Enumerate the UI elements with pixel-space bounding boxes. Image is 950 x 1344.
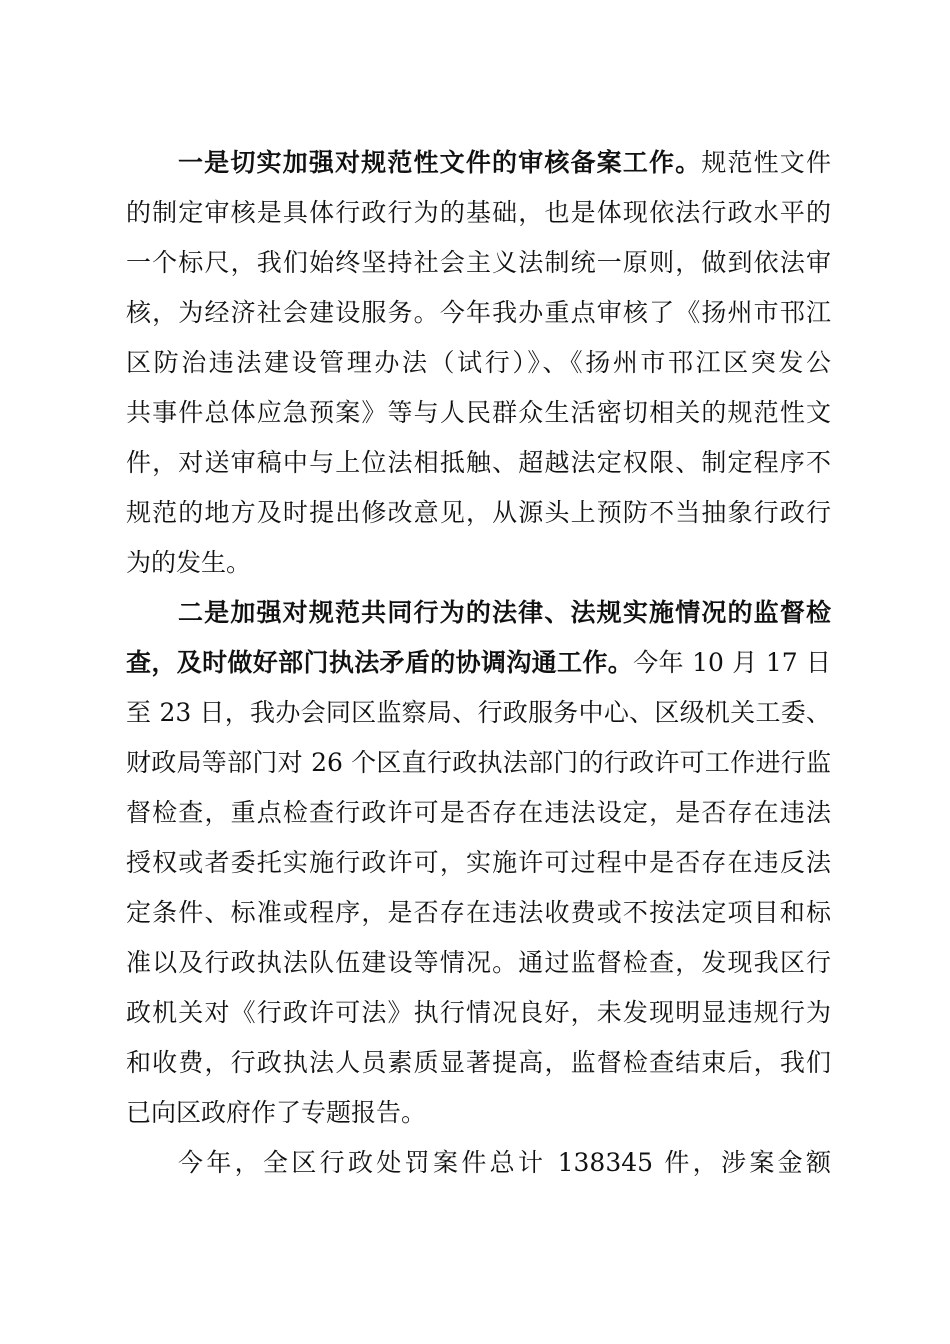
paragraph-2-line-9: 政机关对《行政许可法》执行情况良好，未发现明显违规行为 xyxy=(126,998,831,1027)
paragraph-2-line-8: 准以及行政执法队伍建设等情况。通过监督检查，发现我区行 xyxy=(126,948,831,977)
paragraph-2-line-2 xyxy=(126,643,831,683)
paragraph-1-line-3: 一个标尺，我们始终坚持社会主义法制统一原则，做到依法审 xyxy=(126,248,831,277)
paragraph-1-line-9: 为的发生。 xyxy=(126,548,252,577)
paragraph-3-line-1: 今年，全区行政处罚案件总计 138345 件，涉案金额 xyxy=(178,1148,831,1177)
paragraph-2-heading: 查，及时做好部门执法矛盾的协调沟通工作。 xyxy=(126,648,634,677)
paragraph-1-line-4: 核，为经济社会建设服务。今年我办重点审核了《扬州市邗江 xyxy=(126,298,831,327)
paragraph-1-line-8: 规范的地方及时提出修改意见，从源头上预防不当抽象行政行 xyxy=(126,498,831,527)
paragraph-2-line-4: 财政局等部门对 26 个区直行政执法部门的行政许可工作进行监 xyxy=(126,748,831,777)
paragraph-1-line-2: 的制定审核是具体行政行为的基础，也是体现依法行政水平的 xyxy=(126,198,831,227)
paragraph-1-line-6: 共事件总体应急预案》等与人民群众生活密切相关的规范性文 xyxy=(126,398,831,427)
paragraph-1-text: 规范性文件 xyxy=(701,148,831,177)
paragraph-2-line-11: 已向区政府作了专题报告。 xyxy=(126,1098,427,1127)
paragraph-2-text: 今年 10 月 17 日 xyxy=(633,648,831,677)
paragraph-1-line-7: 件，对送审稿中与上位法相抵触、超越法定权限、制定程序不 xyxy=(126,448,831,477)
paragraph-2-line-7: 定条件、标准或程序，是否存在违法收费或不按法定项目和标 xyxy=(126,898,831,927)
paragraph-1-line-1 xyxy=(178,143,831,183)
paragraph-2-line-1: 二是加强对规范共同行为的法律、法规实施情况的监督检 xyxy=(178,598,831,627)
paragraph-1-heading: 一是切实加强对规范性文件的审核备案工作。 xyxy=(178,148,702,177)
paragraph-1-line-5: 区防治违法建设管理办法（试行）》、《扬州市邗江区突发公 xyxy=(126,348,831,377)
paragraph-2-line-10: 和收费，行政执法人员素质显著提高，监督检查结束后，我们 xyxy=(126,1048,831,1077)
paragraph-2-line-6: 授权或者委托实施行政许可，实施许可过程中是否存在违反法 xyxy=(126,848,831,877)
paragraph-2-line-3: 至 23 日，我办会同区监察局、行政服务中心、区级机关工委、 xyxy=(126,698,831,727)
paragraph-2-line-5: 督检查，重点检查行政许可是否存在违法设定，是否存在违法 xyxy=(126,798,831,827)
